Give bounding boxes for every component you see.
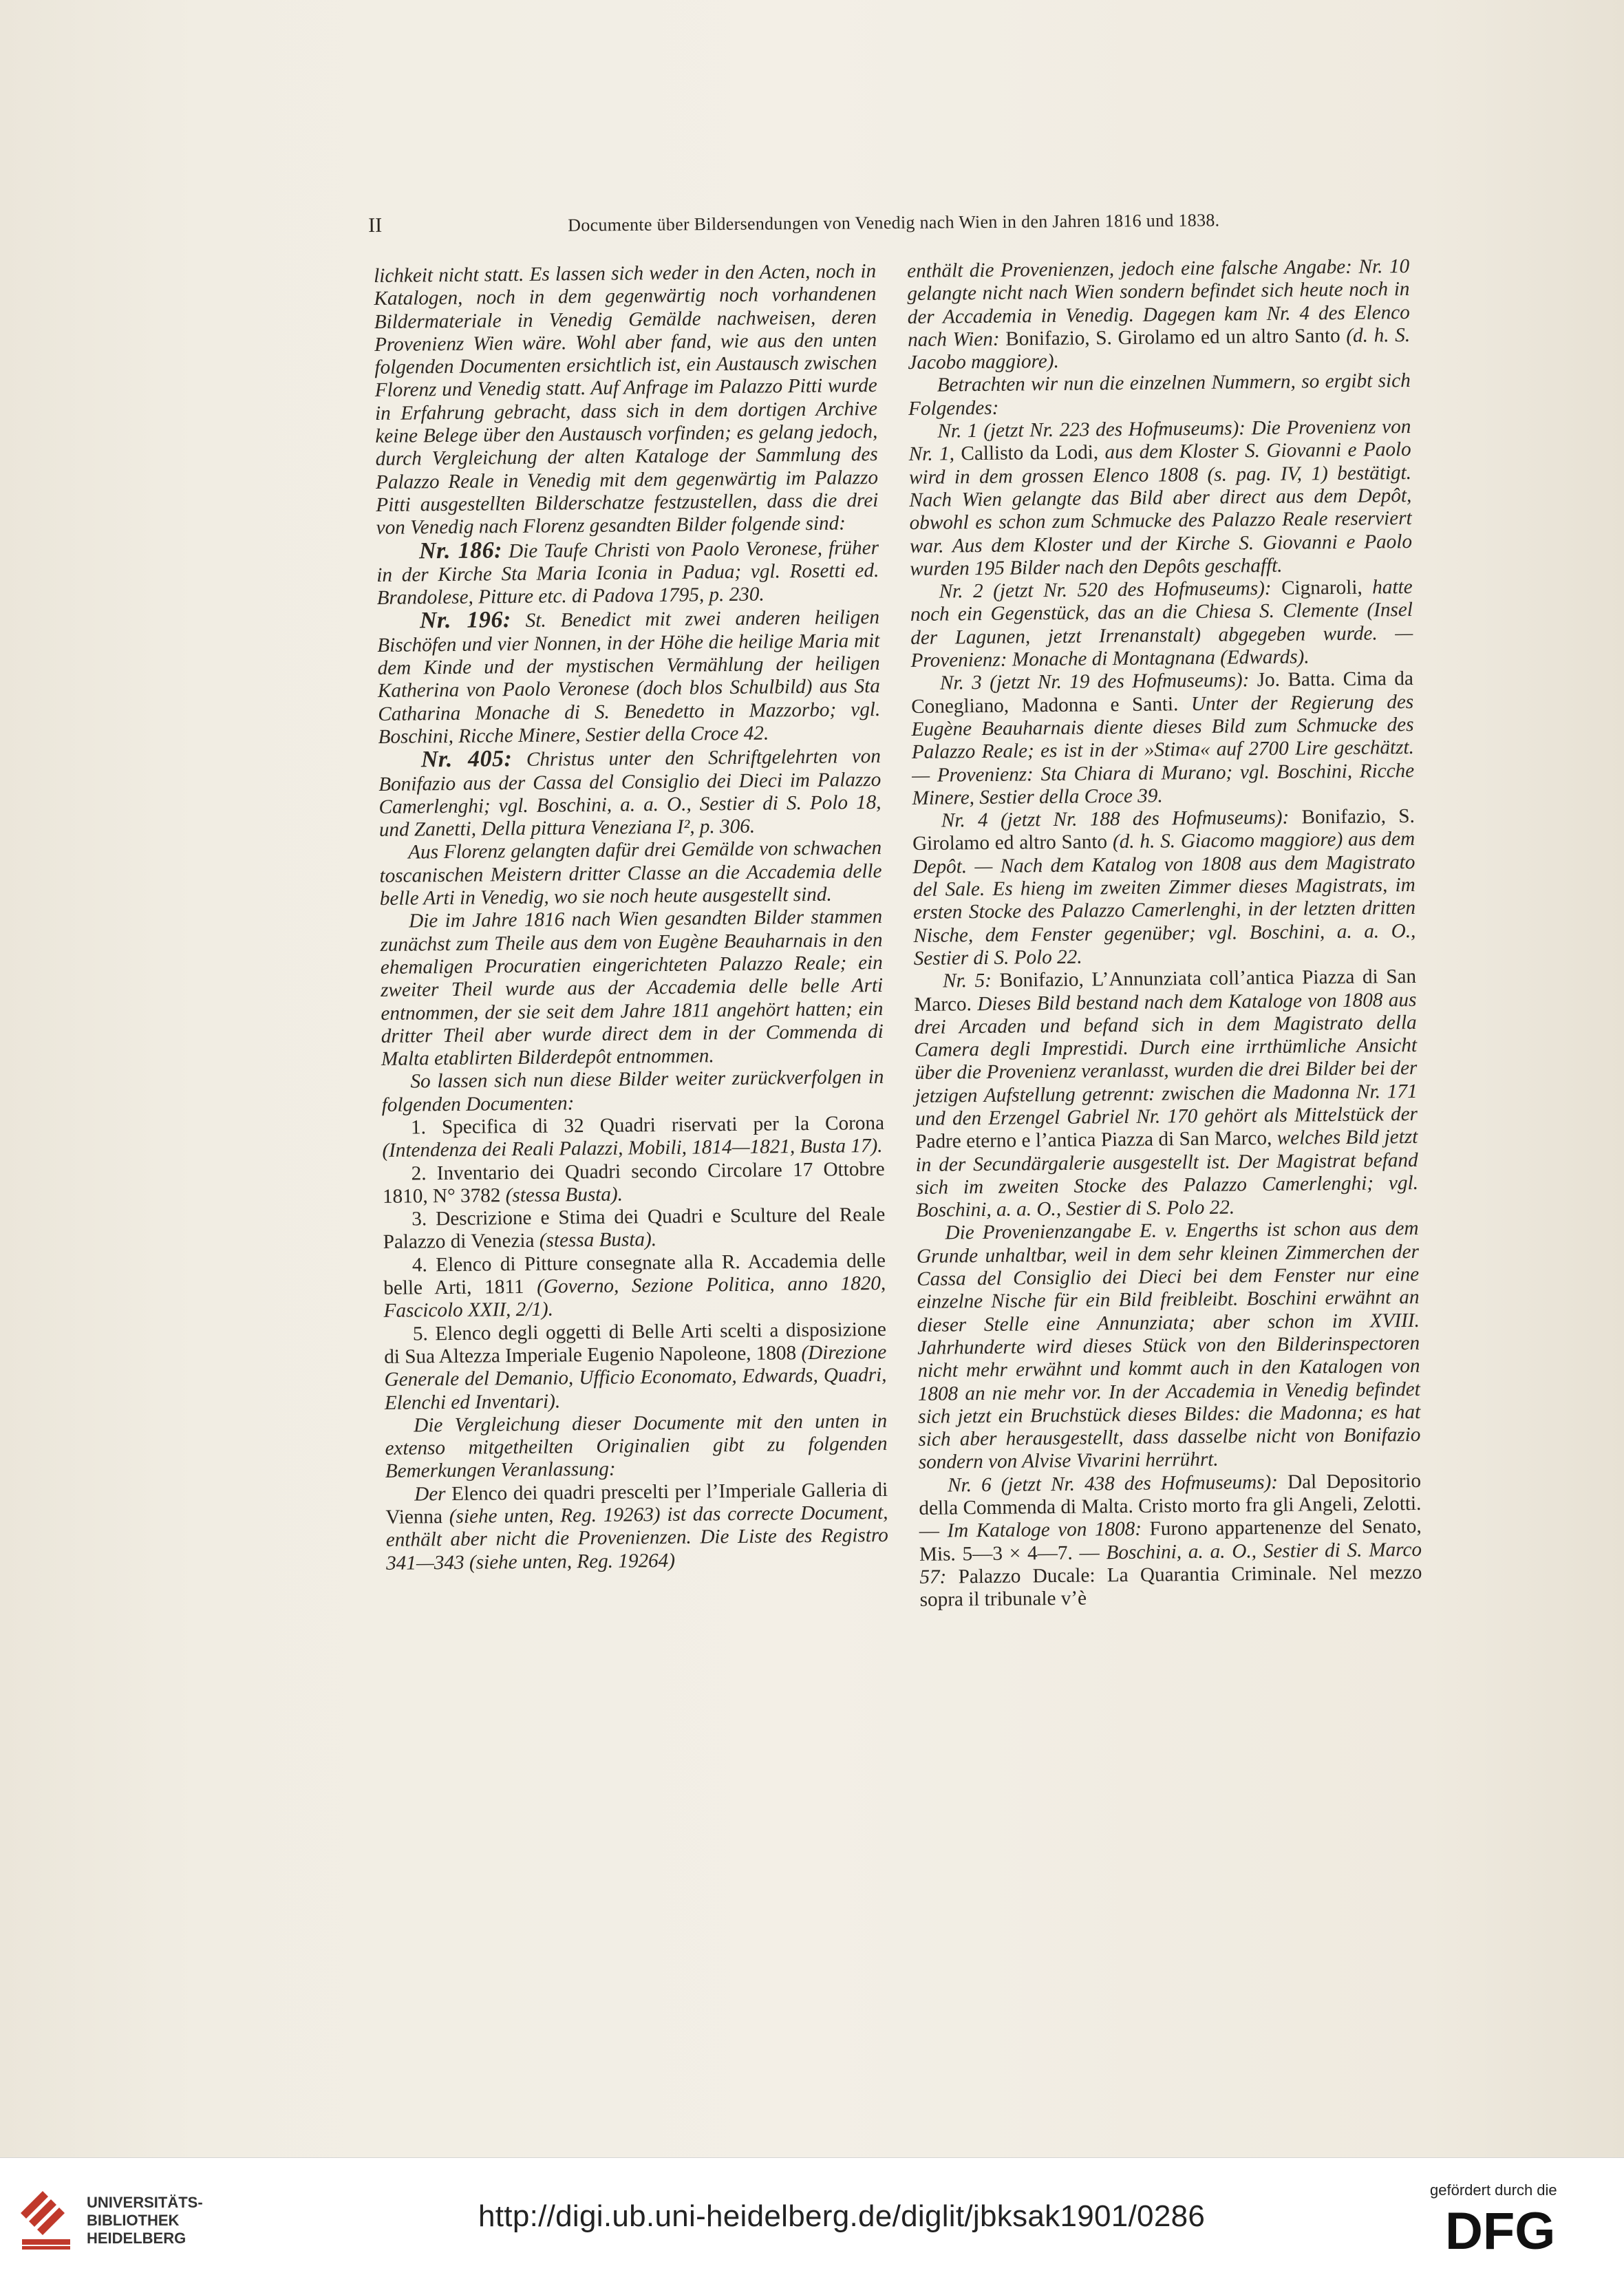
item-text: Die Taufe Christi von Paolo Veronese, früher in der Kirche Sta Maria Iconia in Padua; vgl. Rosetti ed. Brandolese, Pitture etc. di Padova 1795, p. 230. [376,536,879,610]
list-item [377,605,881,749]
list-item: Nr. 6 (jetzt Nr. 438 des Hofmuseums): Dal Depositorio della Commenda di Malta. Cristo morto fra gli Angeli, Zelotti. — Im Kataloge von 1808: Furono appartenenze del Senato, Mis. 5—3 × 4—7. — Boschini, a. a. O., Sestier di S. Marco 57: Palazzo Ducale: La Quarantia Criminale. Nel mezzo sopra il tribunale v’è [919,1469,1422,1612]
item-number: Nr. 196: [419,607,511,634]
paragraph: Die im Jahre 1816 nach Wien gesandten Bilder stammen zunächst zum Theile aus dem von Eugène Beauharnais in den ehemaligen Procuratien eingerichteten Palazzo Reale; ein zweiter Theil wurde aus der Accademia delle belle Arti entnommen, der sie seit dem Jahre 1811 angehört hatten; ein dritter Theil aber wurde direct dem in der Commenda di Malta etablirten Bilderdepôt entnommen. [380,906,884,1071]
list-item: Nr. 2 (jetzt Nr. 520 des Hofmuseums): Cignaroli, hatte noch ein Gegenstück, das an die Chiesa S. Clemente (Insel der Lagunen, jetzt Irrenanstalt) abgegeben wurde. — Provenienz: Monache di Montagnana (Edwards). [910,576,1413,672]
funder-label: gefördert durch die [1430,2181,1557,2199]
paragraph: lichkeit nicht statt. Es lassen sich weder in den Acten, noch in Katalogen, noch in dem gegenwärtig noch vorhandenen Bildermateriale in Venedig Gemälde nachweisen, deren Provenienz Wien wäre. Wohl aber fand, wie aus den unten folgenden Documenten ersichtlich ist, ein Austausch zwischen Florenz und Venedig statt. Auf Anfrage im Palazzo Pitti wurde in Erfahrung gebracht, dass sich in dem dortigen Archive keine Belege über den Austausch vorfinden; es gelang jedoch, durch Vergleichung der alten Kataloge der Sammlung des Palazzo Reale in Venedig mit dem gegenwärtig im Palazzo Pitti ausgestellten Bilderschatze festzustellen, dass die drei von Venedig nach Florenz gesandten Bilder folgende sind: [374,259,879,540]
library-name: UNIVERSITÄTS- BIBLIOTHEK HEIDELBERG [87,2194,203,2247]
dfg-logo-icon [1445,2206,1600,2254]
document-url-link[interactable]: http://digi.ub.uni-heidelberg.de/diglit/jbksak1901/0286 [478,2199,1206,2233]
document-entry: 3. Descrizione e Stima dei Quadri e Sculture del Reale Palazzo di Venezia (stessa Busta). [383,1204,886,1254]
paragraph: Betrachten wir nun die einzelnen Nummern, so ergibt sich Folgendes: [908,370,1411,420]
item-number: Nr. 405: [420,746,513,773]
list-item: Nr. 4 (jetzt Nr. 188 des Hofmuseums): Bonifazio, S. Girolamo ed altro Santo (d. h. S. Giacomo maggiore) aus dem Depôt. — Nach dem Katalog von 1808 aus dem Magistrato del Sale. Es hieng im zweiten Zimmer dieses Magistrats, im ersten Stocke des Palazzo Camerlenghi, in der letzten dritten Nische, dem Fenster gegenüber; vgl. Boschini, a. a. O., Sestier di S. Polo 22. [912,805,1416,970]
document-entry: 4. Elenco di Pitture consegnate alla R. Accademia delle belle Arti, 1811 (Governo, Sezione Politica, anno 1820, Fascicolo XXII, 2/1). [383,1249,886,1323]
document-entry: 2. Inventario dei Quadri secondo Circolare 17 Ottobre 1810, N° 3782 (stessa Busta). [382,1157,885,1208]
paragraph: Die Vergleichung dieser Documente mit den unten in extenso mitgetheilten Originalien gibt zu folgenden Bemerkungen Veranlassung: [385,1409,888,1483]
paragraph: Die Provenienzangabe E. v. Engerths ist schon aus dem Grunde unhaltbar, weil in dem sehr kleinen Zimmerchen der Cassa del Consiglio dei Dieci bei dem Fenster nur eine einzelne Nische für ein Bild freibleibt. Boschini erwähnt an dieser Stelle eine Annunziata; aber schon im XVIII. Jahrhunderte wird dieses Stück von den Bilderinspectoren nicht mehr erwähnt und kommt auch in den Katalogen von 1808 an nie mehr vor. In der Accademia in Venedig befindet sich jetzt ein Bruchstück dieses Bildes: die Madonna; es hat sich aber herausgestellt, dass dasselbe nicht von Bonifazio sondern von Alvise Vivarini herrührt. [916,1217,1421,1474]
running-header [368,203,1263,244]
list-item: Nr. 1 (jetzt Nr. 223 des Hofmuseums): Die Provenienz von Nr. 1, Callisto da Lodi, aus dem Kloster S. Giovanni e Paolo wird in dem grossen Elenco 1808 (s. pag. IV, 1) bestätigt. Nach Wien gelangte das Bild aber direct aus dem Depôt, obwohl es schon zum Schmucke des Palazzo Reale reserviert war. Aus dem Kloster und der Kirche S. Giovanni e Paolo wurden 195 Bilder nach den Depôts geschafft. [908,416,1413,580]
item-text: Christus unter den Schriftgelehrten von Bonifazio aus der Cassa del Consiglio dei Dieci im Palazzo Camerlenghi; vgl. Boschini, a. a. O., Sestier di S. Polo 18, und Zanetti, Della pittura Veneziana I², p. 306. [378,745,882,842]
list-item: Nr. 3 (jetzt Nr. 19 des Hofmuseums): Jo. Batta. Cima da Conegliano, Madonna e Santi. Unter der Regierung des Eugène Beauharnais diente dieses Bild zum Schmucke des Palazzo Reale; es ist in der »Stima« auf 2700 Lire geschätzt. — Provenienz: Sta Chiara di Murano; vgl. Boschini, Ricche Minere, Sestier della Croce 39. [911,667,1415,809]
item-number: Nr. 186: [418,537,503,564]
footer-bar [0,2157,1624,2275]
document-entry: 1. Specifica di 32 Quadri riservati per la Corona (Intendenza dei Reali Palazzi, Mobili, 1814—1821, Busta 17). [382,1111,885,1162]
item-text: St. Benedict mit zwei anderen heiligen Bischöfen und vier Nonnen, in der Höhe die heilige Maria mit dem Kinde und der mystischen Vermählung der heiligen Katherina von Paolo Veronese (doch blos Schulbild) aus Sta Catharina Monache di S. Benedetto in Mazzorbo; vgl. Boschini, Ricche Minere, Sestier della Croce 42. [377,606,881,748]
paragraph: So lassen sich nun diese Bilder weiter zurückverfolgen in folgenden Documenten: [381,1066,884,1116]
page-number: II [368,213,383,237]
right-column [907,255,1422,1612]
document-entry: 5. Elenco degli oggetti di Belle Arti scelti a disposizione di Sua Altezza Imperiale Eugenio Napoleone, 1808 (Direzione Generale del Demanio, Ufficio Economato, Edwards, Quadri, Elenchi ed Inventari). [384,1318,887,1414]
list-item: Nr. 5: Bonifazio, L’Annunziata coll’antica Piazza di San Marco. Dieses Bild bestand nach dem Kataloge von 1808 aus drei Arcaden und befand sich in dem Magistrato della Camera degli Imprestidi. Durch eine irrthümliche Ansicht über die Provenienz veranlasst, wurden die drei Bilder bei der jetzigen Aufstellung getrennt: zwischen die Madonna Nr. 171 und den Erzengel Gabriel Nr. 170 gehört als Mittelstück der Padre eterno e l’antica Piazza di San Marco, welches Bild jetzt in der Secundärgalerie ausgestellt ist. Der Magistrat befand sich im zweiten Stocke des Palazzo Camerlenghi; vgl. Boschini, a. a. O., Sestier di S. Polo 22. [914,965,1419,1222]
paragraph: Aus Florenz gelangten dafür drei Gemälde von schwachen toscanischen Meistern dritter Classe an die Accademia delle belle Arti in Venedig, wo sie noch heute ausgestellt sind. [379,837,882,910]
library-logo-icon [15,2186,77,2254]
list-item [376,535,879,610]
header-title: Documente über Bildersendungen von Venedig nach Wien in den Jahren 1816 und 1838. [568,210,1220,235]
left-column [374,260,888,1575]
paragraph: enthält die Provenienzen, jedoch eine falsche Angabe: Nr. 10 gelangte nicht nach Wien sondern befindet sich heute noch in der Accademia in Venedig. Dagegen kam Nr. 4 des Elenco nach Wien: Bonifazio, S. Girolamo ed un altro Santo (d. h. S. Jacobo maggiore). [907,255,1411,374]
svg-text:DFG: DFG [1445,2206,1556,2254]
list-item [378,744,882,842]
paragraph: Der Elenco dei quadri prescelti per l’Imperiale Galleria di Vienna (siehe unten, Reg. 19263) ist das correcte Document, enthält aber nicht die Provenienzen. Die Liste des Registro 341—343 (siehe unten, Reg. 19264) [385,1478,888,1574]
